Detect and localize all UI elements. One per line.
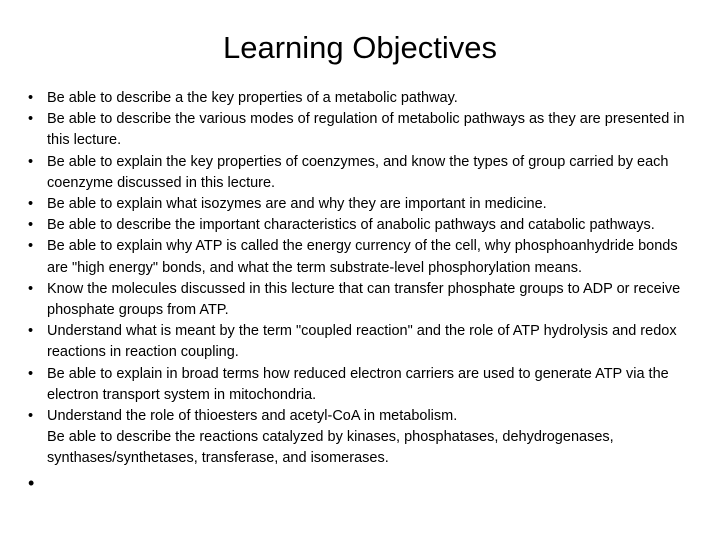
bullet-icon: • [28,111,34,128]
objective-text: Be able to explain the key properties of coenzymes, and know the types of group carried by each coenzyme discussed in this lecture. [47,153,669,191]
bullet-icon: • [28,408,34,425]
list-item [28,194,700,215]
objectives-list [28,88,700,470]
objective-text: Be able to describe a the key properties of a metabolic pathway. [47,90,458,106]
list-item [28,406,700,427]
list-item [28,152,700,194]
bullet-icon: • [28,153,34,170]
list-item [28,364,700,406]
objective-text: Be able to describe the various modes of regulation of metabolic pathways as they are presented in this lecture. [47,111,685,149]
objective-text: Be able to describe the reactions catalyzed by kinases, phosphatases, dehydrogenases, synthases/synthetases, transferase, and isomerases. [47,429,614,467]
list-item [28,279,700,321]
list-item [28,236,700,278]
objective-text: Understand the role of thioesters and acetyl-CoA in metabolism. [47,408,458,425]
objective-text: Be able to explain why ATP is called the energy currency of the cell, why phosphoanhydride bonds are "high energy" bonds, and what the term substrate-level phosphorylation means. [47,238,678,276]
bullet-icon: • [28,238,34,255]
bullet-icon: • [28,196,34,213]
stray-bullet-icon: • [28,473,35,493]
objective-text: Be able to explain in broad terms how reduced electron carriers are used to generate ATP via the electron transport system in mitochondria. [47,365,669,403]
objective-text: Be able to explain what isozymes are and why they are important in medicine. [47,196,547,213]
bullet-icon: • [28,365,34,382]
objective-text: Understand what is meant by the term "coupled reaction" and the role of ATP hydrolysis and redox reactions in reaction coupling. [47,323,677,361]
bullet-icon: • [28,90,34,106]
objective-text: Know the molecules discussed in this lecture that can transfer phosphate groups to ADP or receive phosphate groups from ATP. [47,280,681,319]
list-item [28,321,700,363]
list-item [28,109,700,151]
slide-title: Learning Objectives [223,30,497,65]
list-item [28,88,700,109]
bullet-icon: • [28,323,34,340]
list-item [28,427,700,469]
list-item [28,215,700,236]
objective-text: Be able to describe the important characteristics of anabolic pathways and catabolic pathways. [47,217,655,234]
bullet-icon: • [28,217,34,234]
bullet-icon: • [28,280,34,297]
